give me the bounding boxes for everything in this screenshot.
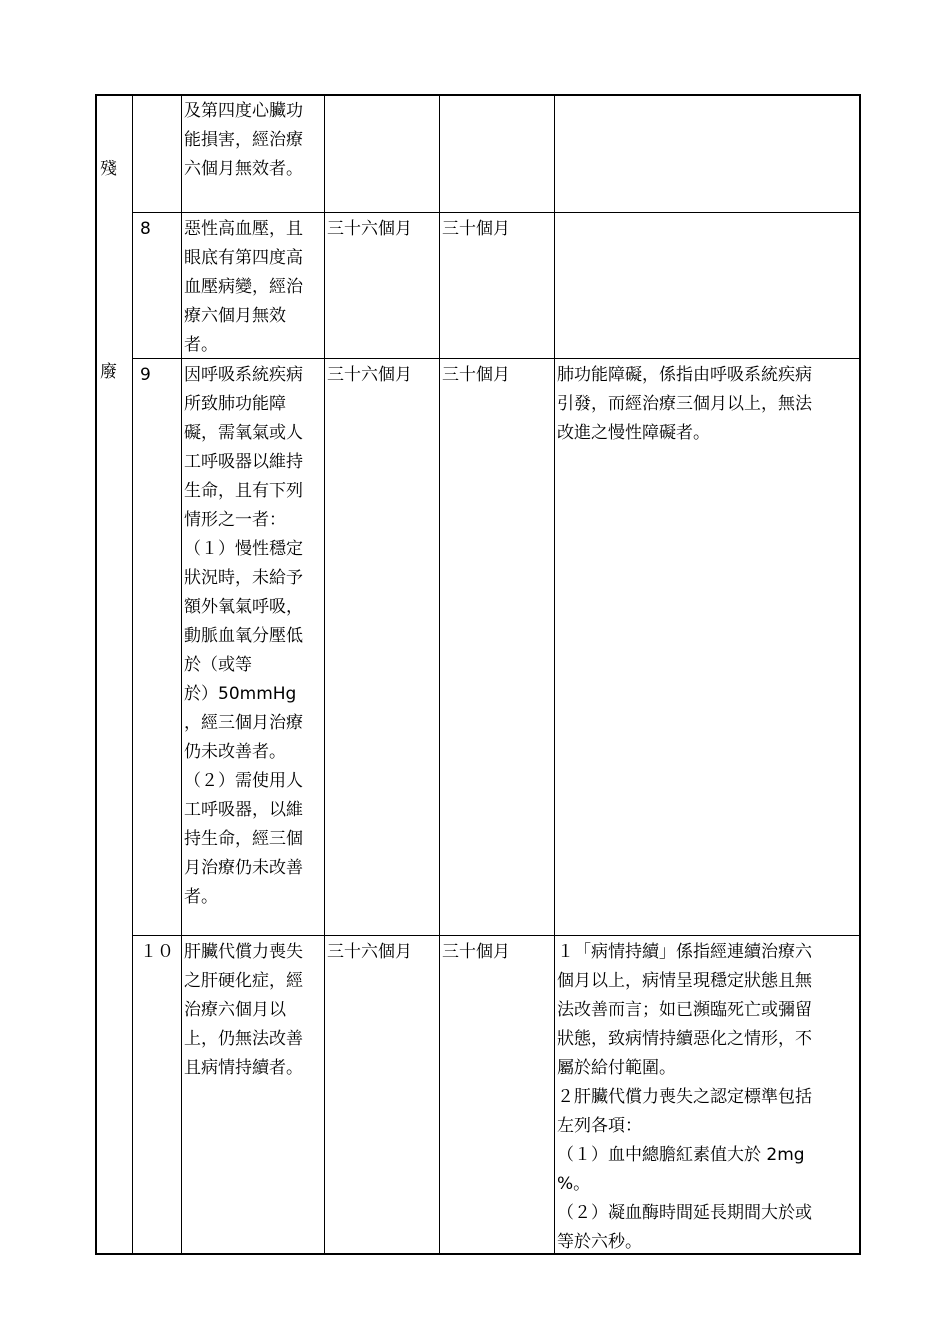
item-number: 8	[140, 219, 151, 239]
item-number: 9	[140, 365, 151, 385]
item-description: 肝臟代償力喪失 之肝硬化症，經 治療六個月以 上，仍無法改善 且病情持續者。	[184, 942, 303, 1078]
note: 肺功能障礙，係指由呼吸系統疾病 引發，而經治療三個月以上，無法 改進之慢性障礙者。	[557, 365, 812, 443]
column-divider	[554, 96, 555, 1253]
benefit-table	[95, 94, 861, 1255]
period-b: 三十個月	[442, 219, 510, 239]
side-label: 廢	[100, 362, 117, 382]
note: １「病情持續」係指經連續治療六 個月以上，病情呈現穩定狀態且無 法改善而言；如已瀕臨死亡或彌留 狀態，致病情持續惡化之情形，不 屬於給付範圍。 ２肝臟代償力喪失之認定標準包括 左列各項： （１）血中總膽紅素值大於 2mg %。 （２）凝血酶時間延長期間大於或 等於六秒。	[557, 942, 812, 1252]
column-divider	[439, 96, 440, 1253]
column-divider	[324, 96, 325, 1253]
item-number: １０	[140, 942, 174, 962]
period-b: 三十個月	[442, 365, 510, 385]
column-divider	[181, 96, 182, 1253]
period-a: 三十六個月	[327, 365, 412, 385]
item-description: 因呼吸系統疾病 所致肺功能障 礙，需氧氣或人 工呼吸器以維持 生命，且有下列 情形之一者： （１）慢性穩定 狀況時，未給予 額外氧氣呼吸， 動脈血氧分壓低 於（或等 於）50mmHg ，經三個月治療 仍未改善者。 （２）需使用人 工呼吸器，以維 持生命，經三個 月治療仍未改善 者。	[184, 365, 303, 907]
row-divider	[132, 212, 859, 213]
item-description: 及第四度心臟功 能損害，經治療 六個月無效者。	[184, 101, 303, 179]
side-label: 殘	[100, 159, 117, 179]
item-description: 惡性高血壓，且 眼底有第四度高 血壓病變，經治 療六個月無效 者。	[184, 219, 303, 355]
period-a: 三十六個月	[327, 219, 412, 239]
column-divider	[132, 96, 133, 1253]
row-divider	[132, 935, 859, 936]
period-b: 三十個月	[442, 942, 510, 962]
period-a: 三十六個月	[327, 942, 412, 962]
